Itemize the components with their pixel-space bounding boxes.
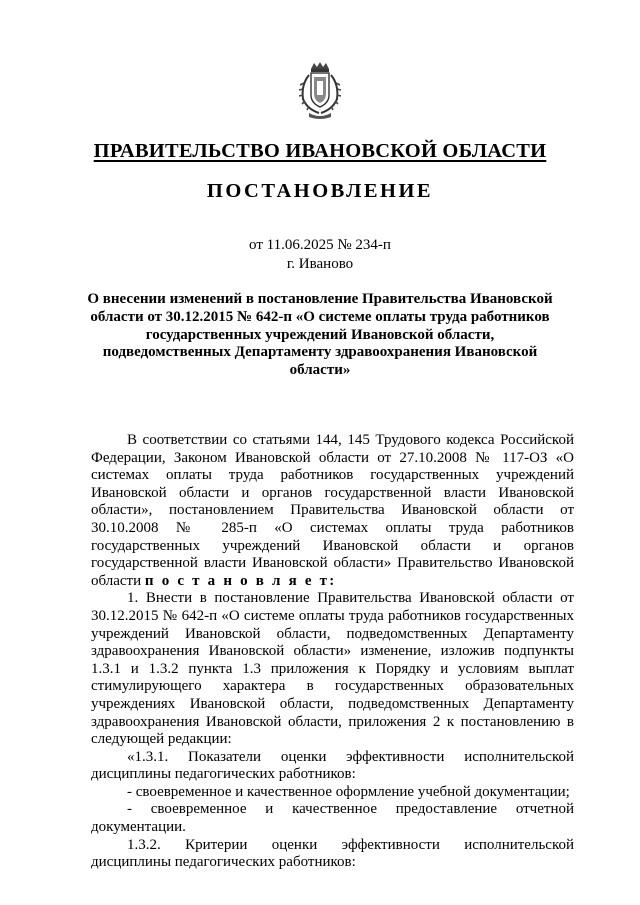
- document-body: [91, 432, 574, 872]
- document-date-number: от 11.06.2025 № 234-п: [249, 237, 391, 253]
- document-city: г. Иваново: [286, 256, 354, 272]
- preamble-paragraph: [91, 432, 574, 590]
- subitem-1-3-1-paragraph: «1.3.1. Показатели оценки эффективности исполнительской дисциплины педагогических работников:: [91, 748, 574, 783]
- dash-item-1: - своевременное и качественное оформление учебной документации;: [127, 783, 570, 800]
- decree-word: п о с т а н о в л я е т:: [144, 572, 337, 589]
- document-subject: О внесении изменений в постановление Правительства Ивановской области от 30.12.2015 № 642-п «О системе оплаты труда работников государственных учреждений Ивановской области, подведомственных Департаменту здравоохранения Ивановской области»: [87, 291, 553, 379]
- item-1-paragraph: 1. Внести в постановление Правительства Ивановской области от 30.12.2015 № 642-п «О системе оплаты труда работников государственных учреждений Ивановской области, подведомственных Департаменту здравоохранения Ивановской области» изменение, изложив подпункты 1.3.1 и 1.3.2 пункта 1.3 приложения к Порядку и условиям выплат стимулирующего характера в государственных образовательных учреждениях Ивановской области, подведомственных Департаменту здравоохранения Ивановской области, приложения 2 к постановлению в следующей редакции:: [91, 590, 574, 748]
- subitem-1-3-2-paragraph: 1.3.2. Критерии оценки эффективности исполнительской дисциплины педагогических работников:: [91, 836, 574, 871]
- government-name: ПРАВИТЕЛЬСТВО ИВАНОВСКОЙ ОБЛАСТИ: [93, 140, 547, 162]
- preamble-text: В соответствии со статьями 144, 145 Трудового кодекса Российской Федерации, Законом Ивановской области от 27.10.2008 № 117-ОЗ «О системах оплаты труда работников государственных учреждений Ивановской области и органов государственной власти Ивановской области», постановлением Правительства Ивановской области от 30.10.2008 № 285-п «О системах оплаты труда работников государственных учреждений Ивановской области и органов государственной власти Ивановской области» Правительство Ивановской области: [91, 432, 574, 589]
- document-type: ПОСТАНОВЛЕНИЕ: [206, 180, 434, 202]
- coat-of-arms-emblem: [297, 61, 343, 121]
- dash-item-2: - своевременное и качественное предоставление отчетной документации.: [91, 801, 574, 836]
